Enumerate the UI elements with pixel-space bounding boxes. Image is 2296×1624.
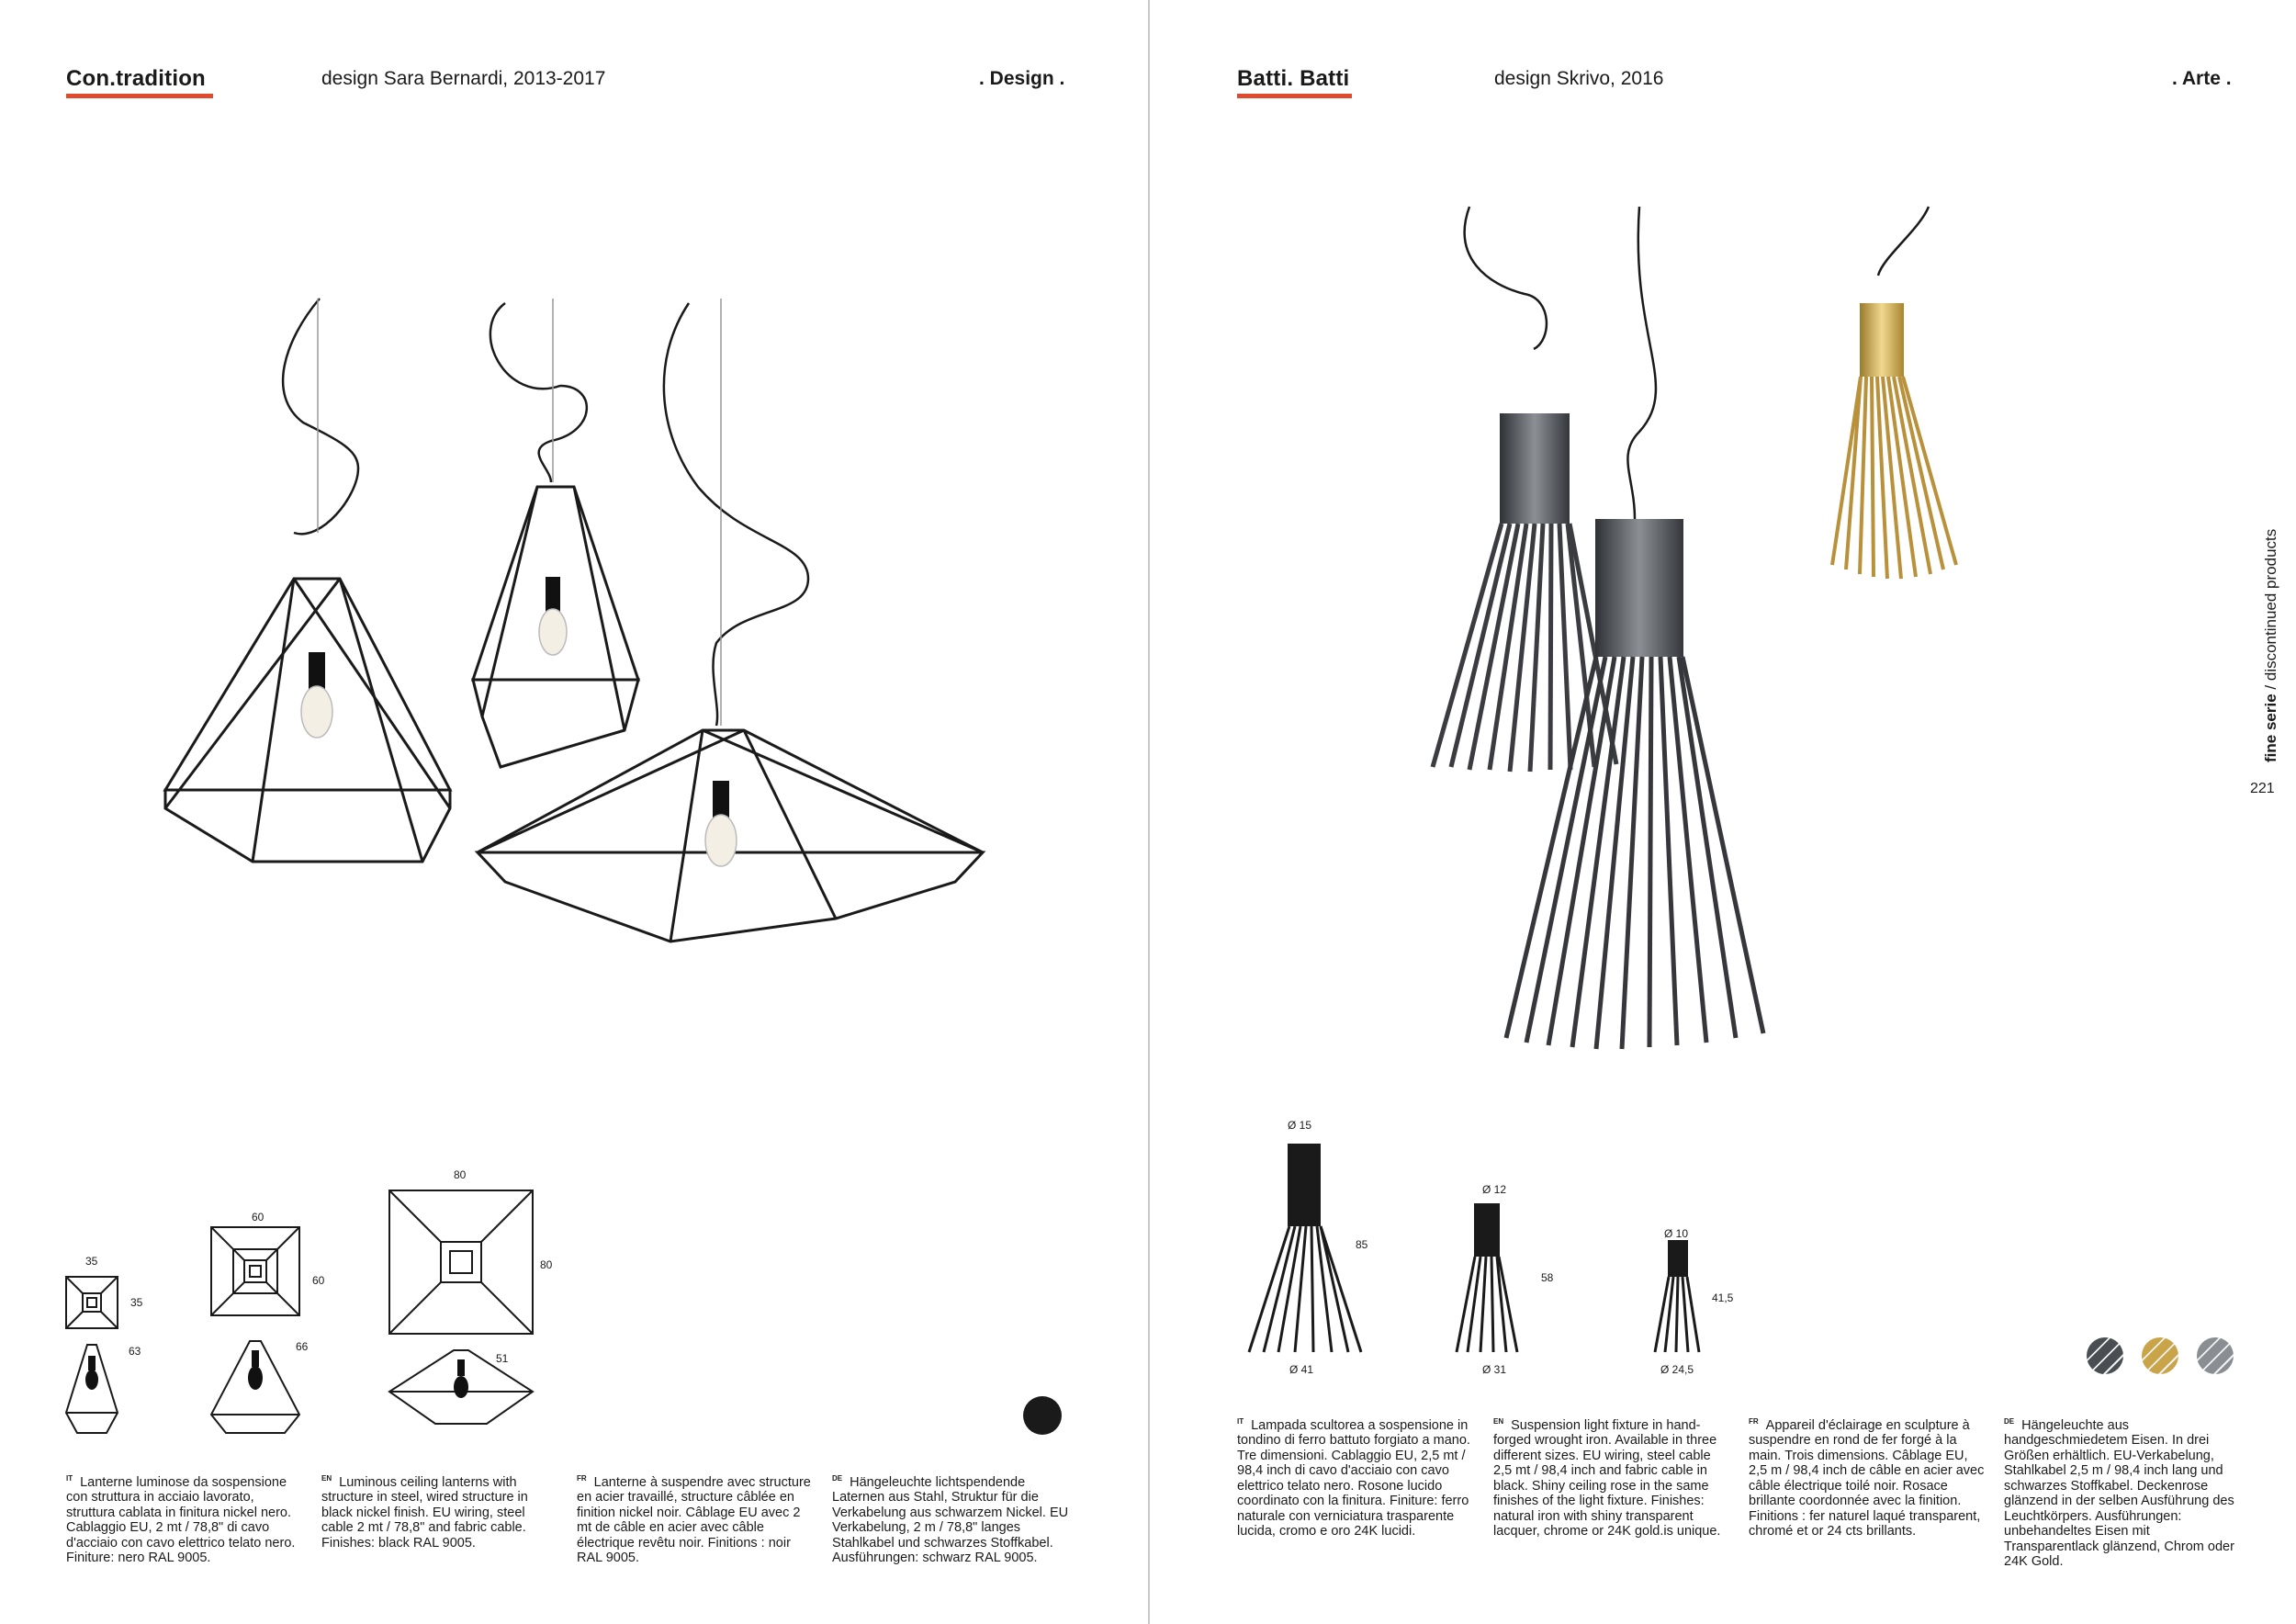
page-number: 221 <box>2250 781 2275 796</box>
finish-swatch-chrome <box>2197 1337 2234 1374</box>
title-underline <box>66 94 213 98</box>
category-label: . Design . <box>979 68 1065 89</box>
finish-swatch-gold <box>2142 1337 2178 1374</box>
dim-medium-width: 60 <box>252 1211 264 1224</box>
description-it: $^{IT}$ Lampada scultorea a sospensione in tondino di ferro battuto forgiato a mano. Tre dimensioni. Cablaggio EU, 2,5 mt / 98,4 inch di cavo d'acciaio con cavo elettrico telato nero. Rosone lucido coordinato con la finitura. Finiture: ferro naturale con verniciatura trasparente lucida, cromo e oro 24K lucidi. <box>1237 1417 1470 1539</box>
dim-medium-height: 66 <box>296 1340 309 1353</box>
page-gutter <box>1148 0 1150 1624</box>
technical-drawings <box>1240 1139 1736 1359</box>
description-fr: $^{FR}$ Appareil d'éclairage en sculpture à suspendre en rond de fer forgé à la main. Trois dimensions. Câblage EU, 2,5 m / 98,4 inch de câble en acier avec câble électrique toilé noir. Rosace brillante coordonnée avec la finition. Finitions : fer naturel laqué transparent, chromé et or 24 cts brillants. <box>1749 1417 1985 1539</box>
pendant-center <box>1506 519 1763 1049</box>
finish-swatch-iron <box>2087 1337 2123 1374</box>
description-it: $^{IT}$ Lanterne luminose da sospensione con struttura in acciaio lavorato, struttura cablata in finitura nickel nero. Cablaggio EU, 2 mt / 78,8" di cavo d'acciaio con cavo elettrico telato nero. Finiture: nero RAL 9005. <box>66 1474 296 1566</box>
finish-swatch-black <box>1023 1396 1062 1435</box>
pendants-photo <box>1414 202 2020 1066</box>
dim-medium-side: 60 <box>312 1274 325 1287</box>
designer-credit: design Sara Bernardi, 2013-2017 <box>321 68 606 89</box>
dim-large-width: 80 <box>454 1168 467 1181</box>
pendant-left <box>1433 413 1616 772</box>
description-en: $^{EN}$ Suspension light fixture in hand-forged wrought iron. Available in three different sizes. EU wiring, steel cable 2,5 mt / 98,4 inch and fabric cable in black. Shiny ceiling rose in the same finishes of the light fixture. Finishes: natural iron with shiny transparent lacquer, chrome or 24K gold.is unique. <box>1493 1417 1721 1539</box>
lanterns-photo <box>156 285 992 955</box>
dim-small-height: 41,5 <box>1712 1291 1734 1304</box>
pendant-right <box>1832 303 1956 579</box>
description-fr: $^{FR}$ Lanterne à suspendre avec structure en acier travaillé, structure câblée en finition nickel noir. Câblage EU avec 2 mt de câble en acier avec câble électrique revêtu noir. Finitions : noir RAL 9005. <box>577 1474 811 1566</box>
dim-small-width: 35 <box>85 1255 98 1268</box>
dim-large-side: 80 <box>540 1258 553 1271</box>
product-title: Batti. Batti <box>1237 66 1350 91</box>
product-title: Con.tradition <box>66 66 206 91</box>
dim-small-diam-bottom: Ø 24,5 <box>1660 1363 1694 1376</box>
designer-credit: design Skrivo, 2016 <box>1494 68 1664 89</box>
category-label: . Arte . <box>2172 68 2232 89</box>
description-de: $^{DE}$ Hängeleuchte lichtspendende Laternen aus Stahl, Struktur für die Verkabelung aus schwarzem Nickel. EU Verkabelung, 2 m / 78,8" langes Stahlkabel und schwarzes Stoffkabel. Ausführungen: schwarz RAL 9005. <box>832 1474 1069 1566</box>
dim-small-diam-top: Ø 10 <box>1664 1227 1689 1240</box>
dim-medium-diam-top: Ø 12 <box>1482 1183 1507 1196</box>
bulbs <box>301 577 737 866</box>
dim-small-side: 35 <box>130 1296 143 1309</box>
cable-1 <box>283 299 358 534</box>
dim-large-height: 51 <box>496 1352 509 1365</box>
description-de: $^{DE}$ Hängeleuchte aus handgeschmiedetem Eisen. In drei Größen erhältlich. EU-Verkabelung, Stahlkabel 2,5 m / 98,4 inch lang und schwarzes Stoffkabel. Deckenrose glänzend in der selben Ausführung des Leuchtkörpers. Ausführungen: unbehandeltes Eisen mit Transparentlack glänzend, Chrom oder 24K Gold. <box>2004 1417 2234 1570</box>
dim-large-diam-bottom: Ø 41 <box>1289 1363 1314 1376</box>
section-side-label <box>2262 529 2280 762</box>
description-en: $^{EN}$ Luminous ceiling lanterns with structure in steel, wired structure in black nickel finish. EU wiring, steel cable 2 mt / 78,8" and fabric cable. Finishes: black RAL 9005. <box>321 1474 528 1551</box>
series-label: fine serie <box>2262 694 2279 762</box>
title-underline <box>1237 94 1352 98</box>
side-label-separator: / <box>2262 684 2279 690</box>
dim-medium-diam-bottom: Ø 31 <box>1482 1363 1507 1376</box>
dim-large-height: 85 <box>1356 1238 1368 1251</box>
section-label: discontinued products <box>2262 528 2279 682</box>
dim-large-diam-top: Ø 15 <box>1288 1119 1312 1132</box>
dim-small-height: 63 <box>129 1345 141 1358</box>
dim-medium-height: 58 <box>1541 1271 1554 1284</box>
